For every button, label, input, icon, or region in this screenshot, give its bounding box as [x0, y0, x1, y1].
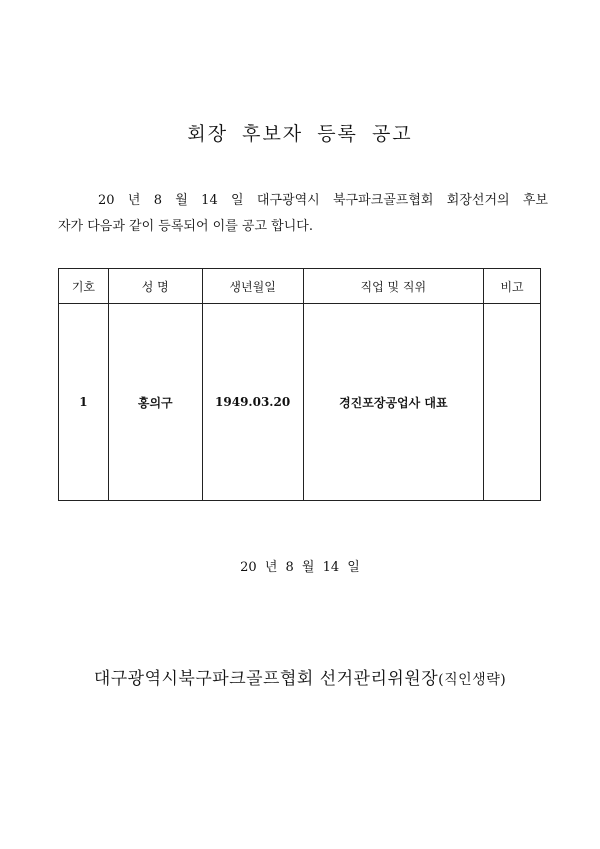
intro-text-line-1: 20 년 8 월 14 일 대구광역시 북구파크골프협회 회장선거의 후보: [98, 193, 548, 208]
seal-note: (직인생략): [438, 672, 507, 688]
header-birthdate: 생년월일: [202, 269, 303, 304]
header-occupation: 직업 및 직위: [303, 269, 484, 304]
cell-remarks: [484, 304, 541, 501]
table-header-row: [59, 269, 541, 304]
announcement-date: 20 년 8 월 14 일: [240, 560, 360, 575]
header-number: 기호: [59, 269, 109, 304]
cell-occupation: 경진포장공업사 대표: [303, 304, 484, 501]
header-remarks: 비고: [484, 269, 541, 304]
intro-text-line-2: 자가 다음과 같이 등록되어 이를 공고 합니다.: [58, 219, 313, 234]
page-title: 회장 후보자 등록 공고: [187, 123, 413, 145]
header-name: 성 명: [108, 269, 202, 304]
candidate-table: [58, 268, 541, 501]
table-row: [59, 304, 541, 501]
cell-name: 홍의구: [108, 304, 202, 501]
signature-line: [0, 664, 600, 689]
cell-number: 1: [59, 304, 109, 501]
signature-text: 대구광역시북구파크골프협회 선거관리위원장: [93, 669, 439, 689]
cell-birthdate: 1949.03.20: [202, 304, 303, 501]
